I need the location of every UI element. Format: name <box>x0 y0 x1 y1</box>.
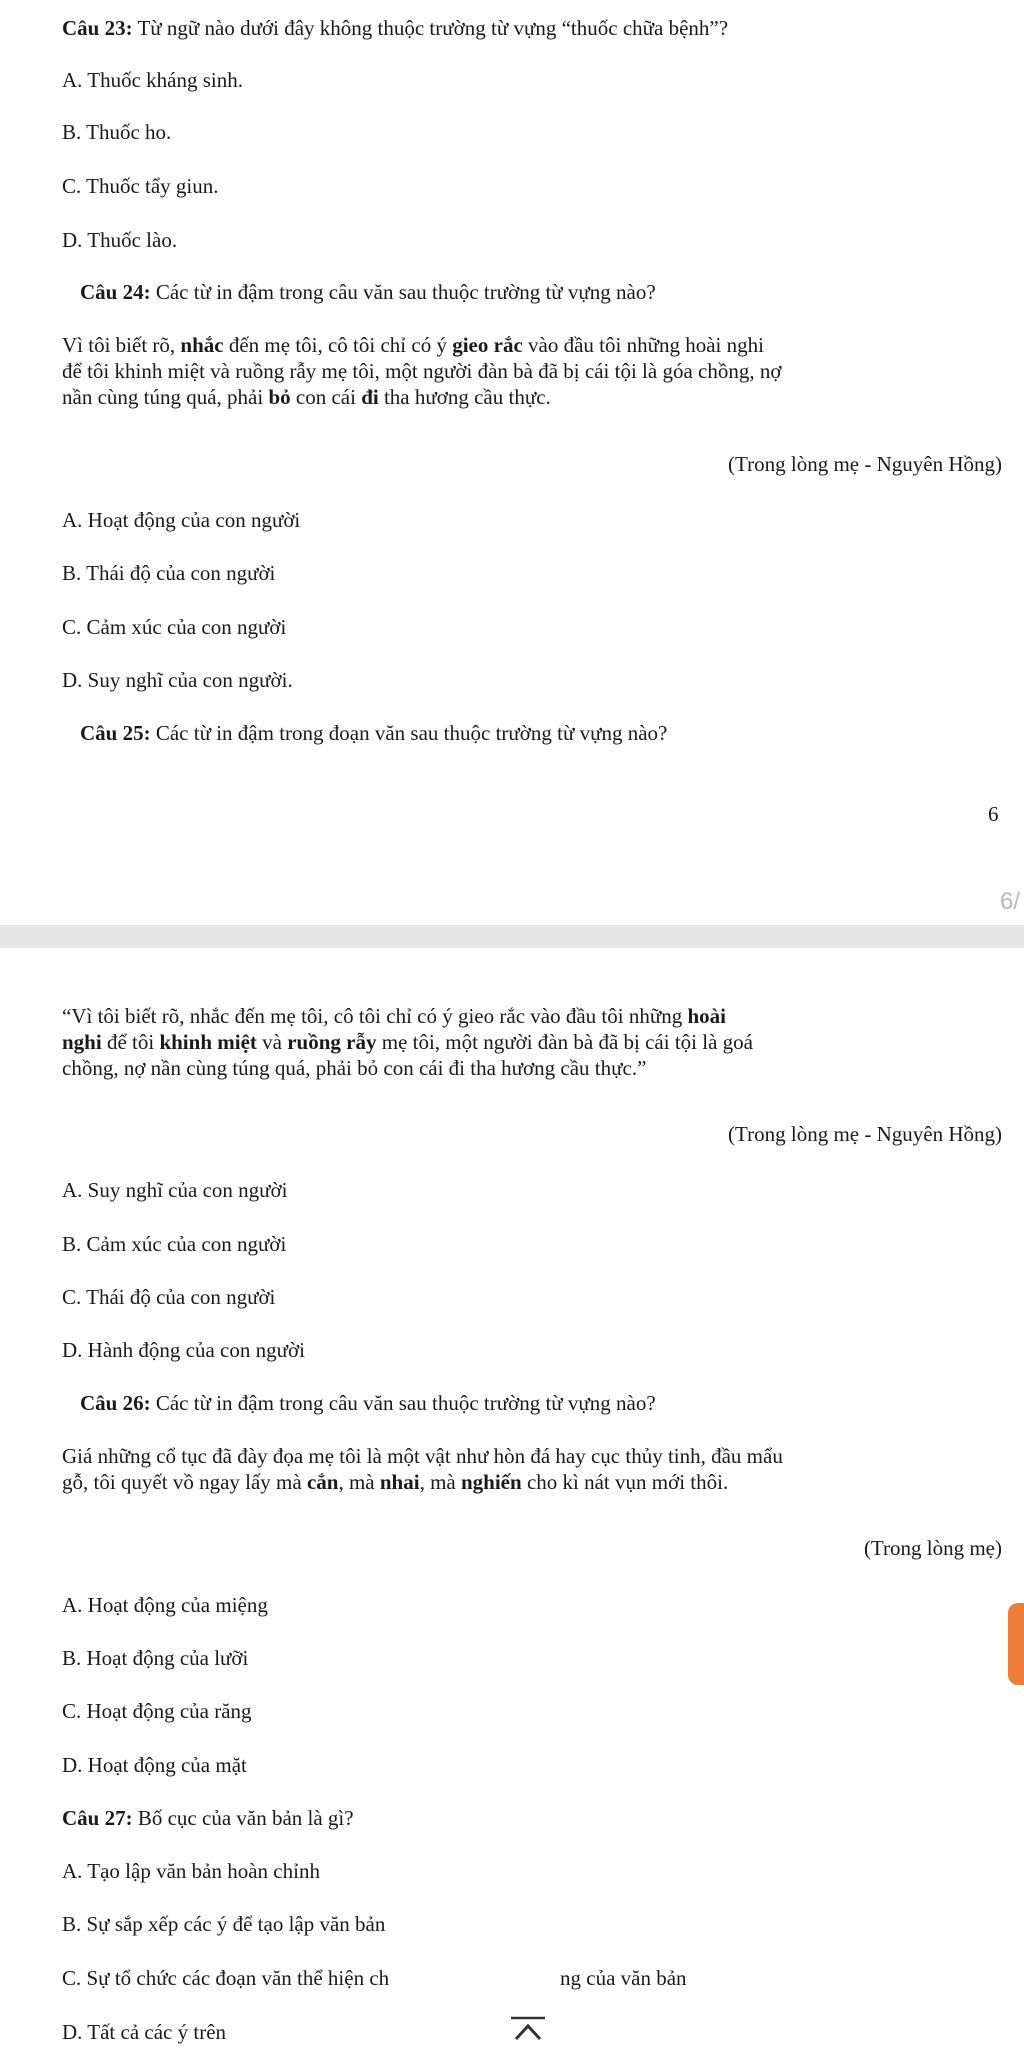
q25-option-c: C. Thái độ của con người <box>62 1285 276 1309</box>
q25-passage-line: nghi để tôi khinh miệt và ruồng rẫy mẹ tôi, một người đàn bà đã bị cái tội là goá <box>62 1030 753 1054</box>
q26-source: (Trong lòng mẹ) <box>863 1536 1002 1560</box>
q25-source: (Trong lòng mẹ - Nguyên Hồng) <box>728 1122 1002 1146</box>
question-24: Câu 24: Các từ in đậm trong câu văn sau thuộc trường từ vựng nào? <box>80 280 656 304</box>
q27-option-c-start: C. Sự tổ chức các đoạn văn thể hiện ch <box>62 1966 390 1990</box>
q24-passage-line: để tôi khinh miệt và ruồng rẫy mẹ tôi, một người đàn bà đã bị cái tội là góa chồng, nợ <box>62 359 782 383</box>
q23-option-c: C. Thuốc tẩy giun. <box>62 174 219 198</box>
question-27: Câu 27: Bố cục của văn bản là gì? <box>62 1806 354 1830</box>
q27-option-c-end: ng của văn bản <box>560 1966 687 1990</box>
q23-option-b: B. Thuốc ho. <box>62 120 172 144</box>
q24-option-b: B. Thái độ của con người <box>62 561 276 585</box>
q25-option-b: B. Cảm xúc của con người <box>62 1232 287 1256</box>
q26-option-a: A. Hoạt động của miệng <box>62 1593 268 1617</box>
q26-option-d: D. Hoạt động của mặt <box>62 1753 247 1777</box>
q26-option-c: C. Hoạt động của răng <box>62 1699 252 1723</box>
q24-passage-line: nần cùng túng quá, phải bỏ con cái đi tha hương cầu thực. <box>62 385 551 409</box>
q25-option-d: D. Hành động của con người <box>62 1338 305 1362</box>
side-scroll-tab[interactable] <box>1008 1603 1024 1685</box>
q26-passage-line: gỗ, tôi quyết vồ ngay lấy mà cắn, mà nhai, mà nghiến cho kì nát vụn mới thôi. <box>62 1470 729 1494</box>
page-number: 6 <box>988 802 999 826</box>
page-separator <box>0 925 1024 948</box>
q25-passage-line: chồng, nợ nần cùng túng quá, phải bỏ con cái đi tha hương cầu thực.” <box>62 1056 647 1080</box>
q24-option-a: A. Hoạt động của con người <box>62 508 301 532</box>
q26-passage-line: Giá những cổ tục đã đày đọa mẹ tôi là một vật như hòn đá hay cục thủy tinh, đầu mẩu <box>62 1444 783 1468</box>
q23-option-d: D. Thuốc lào. <box>62 228 178 252</box>
q23-option-a: A. Thuốc kháng sinh. <box>62 68 244 92</box>
q24-passage-line: Vì tôi biết rõ, nhắc đến mẹ tôi, cô tôi chỉ có ý gieo rắc vào đầu tôi những hoài nghi <box>62 333 764 357</box>
question-23: Câu 23: Từ ngữ nào dưới đây không thuộc trường từ vựng “thuốc chữa bệnh”? <box>62 16 729 40</box>
question-26: Câu 26: Các từ in đậm trong câu văn sau thuộc trường từ vựng nào? <box>80 1391 656 1415</box>
q25-passage-line: “Vì tôi biết rõ, nhắc đến mẹ tôi, cô tôi chỉ có ý gieo rắc vào đầu tôi những hoài <box>62 1004 726 1028</box>
scroll-to-top-button[interactable] <box>507 2015 549 2043</box>
q25-option-a: A. Suy nghĩ của con người <box>62 1178 288 1202</box>
page-indicator: 6/ <box>1000 888 1021 915</box>
q26-option-b: B. Hoạt động của lưỡi <box>62 1646 249 1670</box>
chevron-up-icon <box>507 2015 549 2043</box>
q27-option-b: B. Sự sắp xếp các ý để tạo lập văn bản <box>62 1912 386 1936</box>
q24-source: (Trong lòng mẹ - Nguyên Hồng) <box>728 452 1002 476</box>
question-25: Câu 25: Các từ in đậm trong đoạn văn sau thuộc trường từ vựng nào? <box>80 721 668 745</box>
q27-option-a: A. Tạo lập văn bản hoàn chỉnh <box>62 1859 320 1883</box>
q27-option-d: D. Tất cả các ý trên <box>62 2020 227 2044</box>
q24-option-c: C. Cảm xúc của con người <box>62 615 287 639</box>
q24-option-d: D. Suy nghĩ của con người. <box>62 668 293 692</box>
